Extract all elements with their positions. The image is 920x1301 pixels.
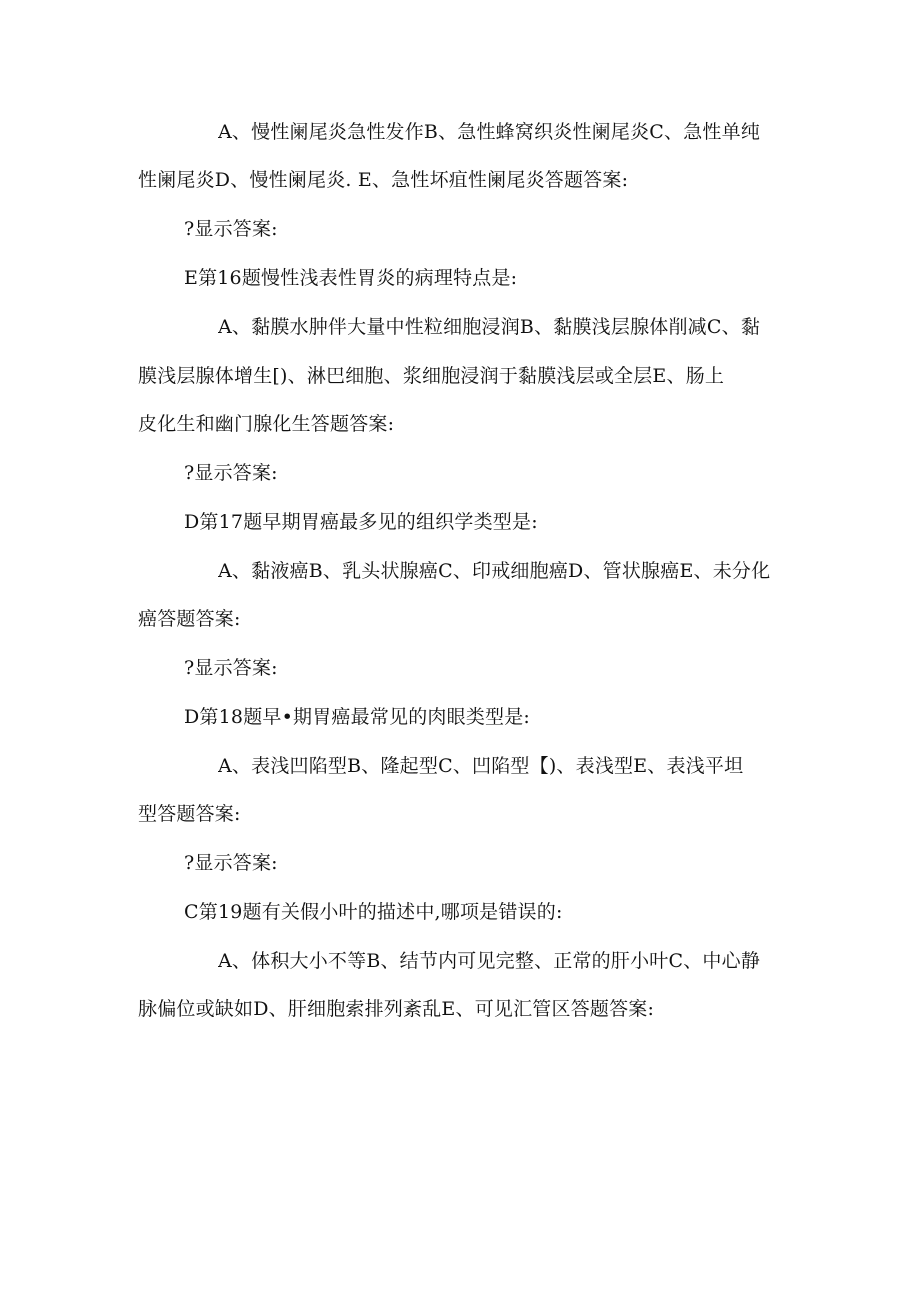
q16-options-line-3: 皮化生和幽门腺化生答题答案:	[138, 413, 395, 435]
question-18-title: D第18题早•期胃癌最常见的肉眼类型是:	[184, 706, 531, 728]
question-19-title: C第19题有关假小叶的描述中,哪项是错误的:	[184, 901, 563, 923]
question-16-title: E第16题慢性浅表性胃炎的病理特点是:	[184, 267, 518, 289]
q16-options-line-2: 膜浅层腺体增生[)、淋巴细胞、浆细胞浸润于黏膜浅层或全层E、肠上	[138, 365, 725, 387]
show-answer-link[interactable]: ?显示答案:	[184, 462, 278, 484]
q15-options-line-1: A、慢性阑尾炎急性发作B、急性蜂窝织炎性阑尾炎C、急性单纯	[218, 121, 761, 143]
q18-options-line-1: A、表浅凹陷型B、隆起型C、凹陷型【)、表浅型E、表浅平坦	[218, 755, 744, 777]
q17-options-line-1: A、黏液癌B、乳头状腺癌C、印戒细胞癌D、管状腺癌E、未分化	[218, 560, 771, 582]
q15-options-line-2: 性阑尾炎D、慢性阑尾炎. E、急性坏疽性阑尾炎答题答案:	[138, 169, 629, 191]
show-answer-link[interactable]: ?显示答案:	[184, 657, 278, 679]
q19-options-line-2: 脉偏位或缺如D、肝细胞索排列紊乱E、可见汇管区答题答案:	[138, 998, 655, 1020]
question-17-title: D第17题早期胃癌最多见的组织学类型是:	[184, 511, 538, 533]
q18-options-line-2: 型答题答案:	[138, 803, 241, 825]
q17-options-line-2: 癌答题答案:	[138, 608, 241, 630]
q19-options-line-1: A、体积大小不等B、结节内可见完整、正常的肝小叶C、中心静	[218, 950, 761, 972]
q16-options-line-1: A、黏膜水肿伴大量中性粒细胞浸润B、黏膜浅层腺体削减C、黏	[218, 316, 761, 338]
show-answer-link[interactable]: ?显示答案:	[184, 852, 278, 874]
show-answer-link[interactable]: ?显示答案:	[184, 218, 278, 240]
